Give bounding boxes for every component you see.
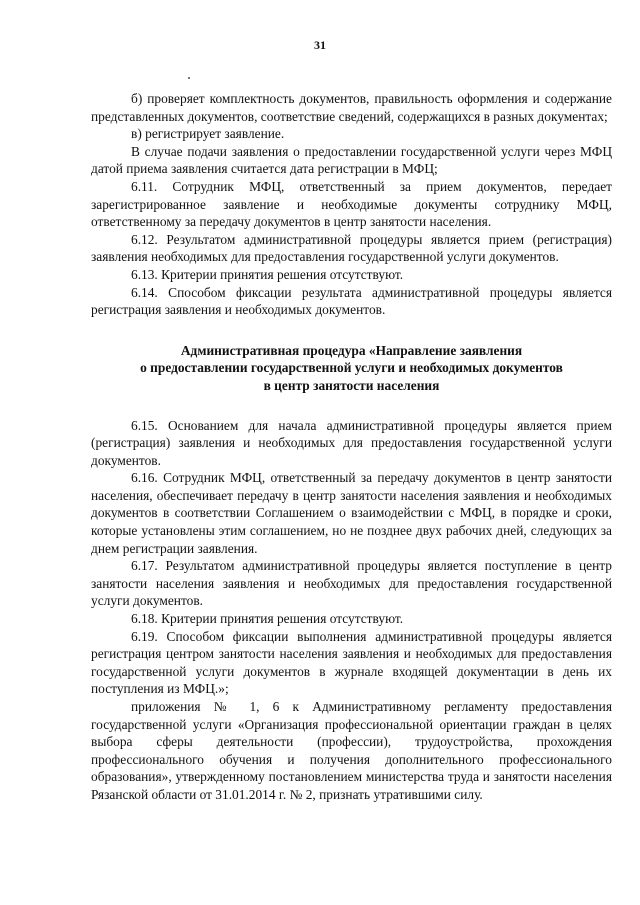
paragraph-appendix: приложения № 1, 6 к Административному регламенту предоставления государственной услуги «Организация профессиональной ориентации граждан в целях выбора сферы деятельности (профессии), трудоустройства, прохождения профессионального обучения и получения дополнительного профессионального образования», утвержденному постановлением министерства труда и занятости населения Рязанской области от 31.01.2014 г. № 2, признать утратившими силу. (91, 699, 612, 802)
paragraph-mfc-date: В случае подачи заявления о предоставлении государственной услуги через МФЦ датой приема заявления считается дата регистрации в МФЦ; (91, 143, 612, 177)
section-heading-line-3: в центр занятости населения (263, 377, 440, 393)
section-heading (91, 342, 612, 395)
paragraph-6-19: 6.19. Способом фиксации выполнения административной процедуры является регистрация центром занятости населения заявления и необходимых для предоставления государственной услуги документов в журнале входящей документации в день их поступления из МФЦ.»; (91, 628, 612, 697)
scan-speck (188, 77, 190, 79)
section-heading-line-1: Административная процедура «Направление заявления (180, 342, 523, 358)
document-body (91, 90, 612, 804)
paragraph-6-14: 6.14. Способом фиксации результата административной процедуры является регистрация заявления и необходимых документов. (91, 284, 612, 318)
paragraph-6-15: 6.15. Основанием для начала административной процедуры является прием (регистрация) заявления и необходимых для предоставления государственной услуги документов. (91, 417, 612, 468)
page-number: 31 (314, 38, 326, 52)
paragraph-6-18: 6.18. Критерии принятия решения отсутствуют. (131, 611, 404, 627)
section-heading-line-2: о предоставлении государственной услуги и необходимых документов (140, 360, 563, 376)
paragraph-b: б) проверяет комплектность документов, правильность оформления и содержание представленных документов, соответствие сведений, содержащихся в разных документах; (91, 91, 612, 124)
paragraph-6-12: 6.12. Результатом административной процедуры является прием (регистрация) заявления необходимых для предоставления государственной услуги документов. (91, 231, 612, 265)
paragraph-v: в) регистрирует заявление. (131, 126, 285, 142)
paragraph-6-17: 6.17. Результатом административной процедуры является поступление в центр занятости населения заявления и необходимых для предоставления государственной услуги документов. (91, 558, 612, 609)
paragraph-6-11: 6.11. Сотрудник МФЦ, ответственный за прием документов, передает зарегистрированное заявление и необходимые документы сотруднику МФЦ, ответственному за передачу документов в центр занятости населения. (91, 178, 612, 230)
paragraph-6-13: 6.13. Критерии принятия решения отсутствуют. (131, 266, 404, 282)
paragraph-6-16: 6.16. Сотрудник МФЦ, ответственный за передачу документов в центр занятости населения, обеспечивает передачу в центр занятости населения заявления и необходимых документов в соответствии Соглашением о взаимодействии с МФЦ, в порядке и сроки, которые установлены этим соглашением, но не позднее двух рабочих дней, следующих за днем регистрации заявления. (91, 470, 612, 556)
